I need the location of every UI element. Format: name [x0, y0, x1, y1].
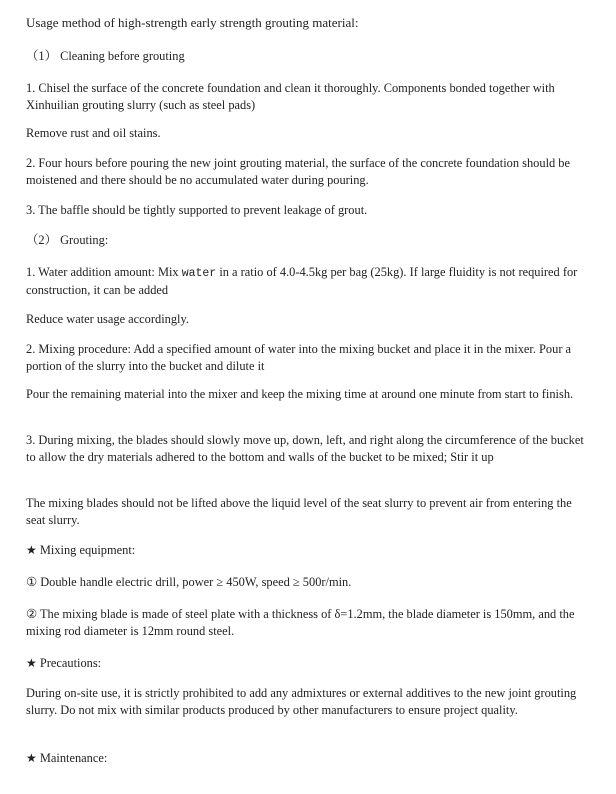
document-title: Usage method of high-strength early strength grouting material: [26, 15, 359, 30]
section-1-paragraph-1: 1. Chisel the surface of the concrete foundation and clean it thoroughly. Components bonded together with Xinhuilian grouting slurry (such as steel pads) [26, 81, 555, 112]
section-2-paragraph-4: Pour the remaining material into the mixer and keep the mixing time at around one minute from start to finish. [26, 387, 574, 401]
section-2-paragraph-1 [26, 264, 586, 299]
star-icon: ★ [26, 543, 37, 557]
section-2-paragraph-6: The mixing blades should not be lifted above the liquid level of the seat slurry to prevent air from entering the seat slurry. [26, 496, 572, 527]
section-2-heading: （2） Grouting: [26, 233, 109, 247]
section-2-paragraph-3: 2. Mixing procedure: Add a specified amount of water into the mixing bucket and place it in the mixer. Pour a portion of the slurry into the bucket and dilute it [26, 342, 572, 373]
mixing-equipment-label: Mixing equipment: [39, 543, 136, 557]
star-icon: ★ [26, 751, 37, 765]
equipment-item-2: ② The mixing blade is made of steel plate with a thickness of δ=1.2mm, the blade diameter is 150mm, and the mixing rod diameter is 12mm round steel. [26, 607, 575, 638]
precautions-paragraph: During on-site use, it is strictly prohibited to add any admixtures or external additives to the new joint grouting slurry. Do not mix with similar products produced by other manufacturers to ensure project quality. [26, 686, 577, 717]
equipment-item-1: ① Double handle electric drill, power ≥ 450W, speed ≥ 500r/min. [26, 575, 352, 589]
water-ratio-text-start: 1. Water addition amount: Mix [26, 265, 182, 279]
section-1-paragraph-3: 2. Four hours before pouring the new joint grouting material, the surface of the concrete foundation should be moistened and there should be no accumulated water during pouring. [26, 156, 571, 187]
section-2-paragraph-5: 3. During mixing, the blades should slowly move up, down, left, and right along the circumference of the bucket to allow the dry materials adhered to the bottom and walls of the bucket to be mixed; Stir it up [26, 433, 584, 464]
maintenance-label: Maintenance: [39, 751, 108, 765]
precautions-label: Precautions: [39, 656, 102, 670]
precautions-heading [26, 655, 586, 672]
section-1-paragraph-4: 3. The baffle should be tightly supported to prevent leakage of grout. [26, 203, 368, 217]
maintenance-heading [26, 750, 586, 767]
water-code-word: water [181, 267, 217, 280]
star-icon: ★ [26, 656, 37, 670]
section-2-paragraph-2: Reduce water usage accordingly. [26, 312, 189, 326]
section-1-heading: （1） Cleaning before grouting [26, 49, 185, 63]
section-1-paragraph-2: Remove rust and oil stains. [26, 126, 161, 140]
water-ratio-text-end: in a ratio of 4.0-4.5kg per bag (25kg). If large fluidity is not required for construction, it can be added [26, 265, 578, 297]
mixing-equipment-heading [26, 542, 586, 559]
